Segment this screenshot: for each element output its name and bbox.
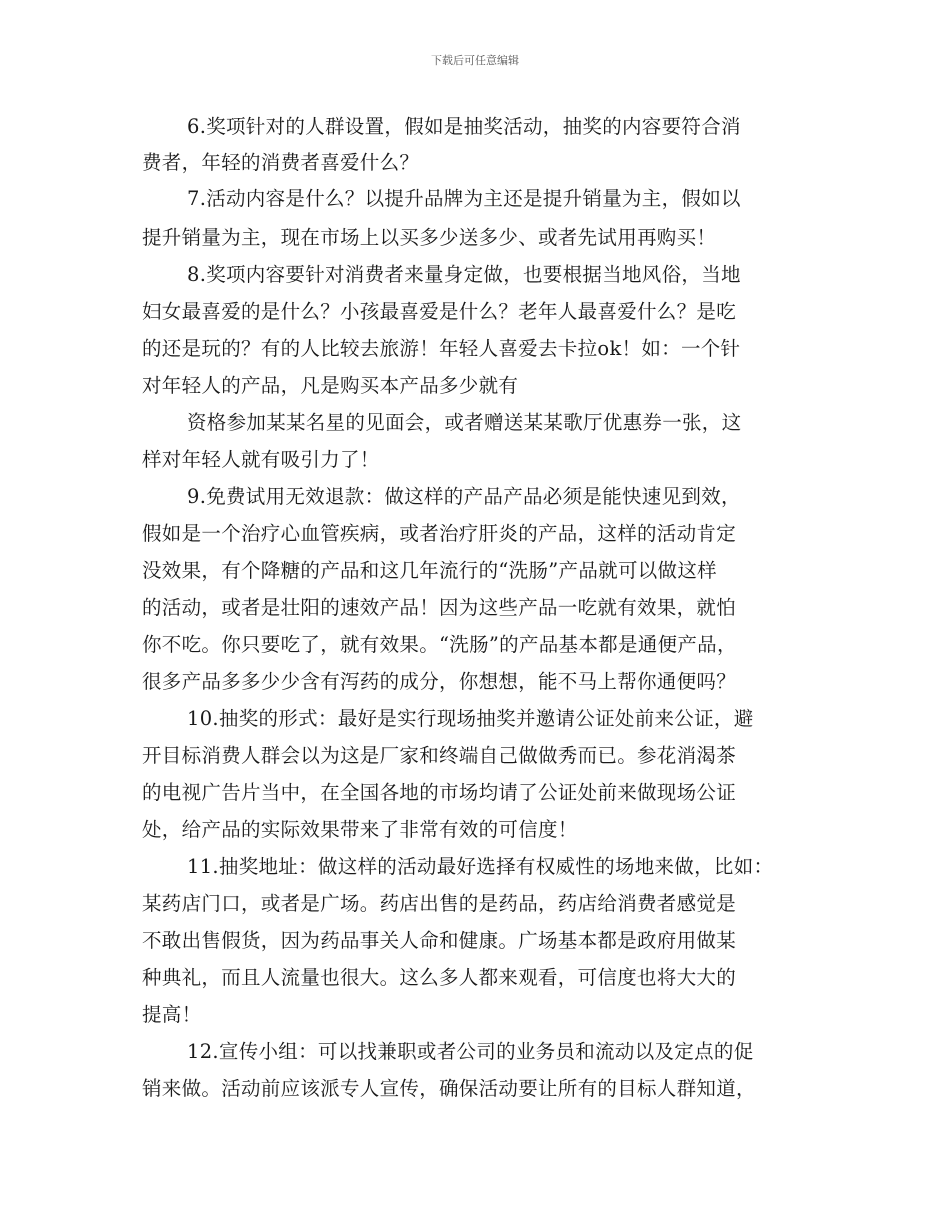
text-line: 对年轻人的产品，凡是购买本产品多少就有 bbox=[142, 374, 519, 397]
text-line: 很多产品多多少少含有泻药的成分，你想想，能不马上帮你通便吗？ bbox=[142, 670, 737, 693]
text-line: 9.免费试用无效退款：做这样的产品产品必须是能快速见到效， bbox=[187, 485, 741, 508]
text-line: 10.抽奖的形式：最好是实行现场抽奖并邀请公证处前来公证，避 bbox=[187, 707, 754, 730]
text-line: 没效果，有个降糖的产品和这几年流行的“洗肠”产品就可以做这样 bbox=[142, 559, 717, 582]
page-header: 下载后可任意编辑 bbox=[431, 54, 519, 67]
text-line: 11.抽奖地址：做这样的活动最好选择有权威性的场地来做，比如： bbox=[187, 855, 774, 878]
text-line: 种典礼，而且人流量也很大。这么多人都来观看，可信度也将大大的 bbox=[142, 966, 737, 989]
text-line: 不敢出售假货，因为药品事关人命和健康。广场基本都是政府用做某 bbox=[142, 929, 737, 952]
text-line: 假如是一个治疗心血管疾病，或者治疗肝炎的产品，这样的活动肯定 bbox=[142, 522, 737, 545]
text-line: 你不吃。你只要吃了，就有效果。“洗肠”的产品基本都是通便产品， bbox=[142, 633, 737, 656]
text-line: 妇女最喜爱的是什么？小孩最喜爱是什么？老年人最喜爱什么？是吃 bbox=[142, 300, 737, 323]
text-line: 的还是玩的？有的人比较去旅游！年轻人喜爱去卡拉ok！如：一个针 bbox=[142, 337, 741, 360]
text-line: 7.活动内容是什么？以提升品牌为主还是提升销量为主，假如以 bbox=[187, 187, 741, 210]
text-line: 处，给产品的实际效果带来了非常有效的可信度！ bbox=[142, 818, 578, 841]
text-line: 费者，年轻的消费者喜爱什么？ bbox=[142, 151, 420, 174]
text-line: 资格参加某某名星的见面会，或者赠送某某歌厅优惠券一张，这 bbox=[187, 411, 742, 434]
text-line: 12.宣传小组：可以找兼职或者公司的业务员和流动以及定点的促 bbox=[187, 1040, 754, 1063]
text-line: 开目标消费人群会以为这是厂家和终端自己做做秀而已。参花消渴茶 bbox=[142, 744, 737, 767]
text-line: 销来做。活动前应该派专人宣传，确保活动要让所有的目标人群知道， bbox=[142, 1077, 756, 1100]
text-line: 提高！ bbox=[142, 1003, 202, 1026]
text-line: 的活动，或者是壮阳的速效产品！因为这些产品一吃就有效果，就怕 bbox=[142, 596, 737, 619]
text-line: 的电视广告片当中，在全国各地的市场均请了公证处前来做现场公证 bbox=[142, 781, 737, 804]
text-line: 6.奖项针对的人群设置，假如是抽奖活动，抽奖的内容要符合消 bbox=[187, 115, 741, 138]
text-line: 提升销量为主，现在市场上以买多少送多少、或者先试用再购买！ bbox=[142, 226, 717, 249]
text-line: 8.奖项内容要针对消费者来量身定做，也要根据当地风俗，当地 bbox=[187, 263, 741, 286]
text-line: 样对年轻人就有吸引力了！ bbox=[142, 448, 380, 471]
text-line: 某药店门口，或者是广场。药店出售的是药品，药店给消费者感觉是 bbox=[142, 892, 737, 915]
